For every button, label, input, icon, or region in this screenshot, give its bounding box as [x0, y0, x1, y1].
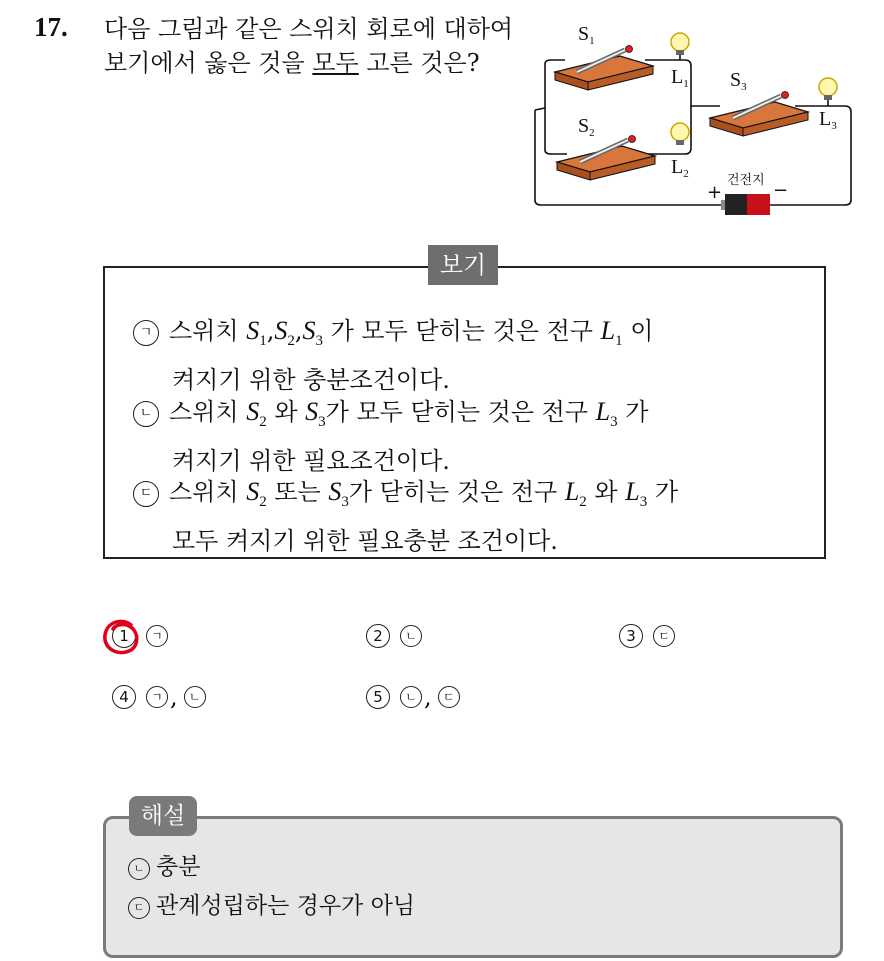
var-l2: $L_2$: [564, 477, 587, 511]
label-s1: $S_1$: [578, 23, 595, 47]
battery-minus-sign: −: [773, 180, 789, 201]
choice-5[interactable]: [366, 682, 460, 712]
var-s3: $S_3$: [328, 477, 349, 511]
bulb-l2-icon: [671, 123, 689, 145]
explanation-line-1: [128, 851, 200, 883]
question-number: 17.: [34, 12, 68, 42]
choice-number: 2: [366, 624, 390, 648]
explanation-text: 관계성립하는 경우가 아님: [156, 893, 416, 919]
var-s2: $S_2$: [246, 397, 267, 431]
marker-nieun-icon: ㄴ: [400, 686, 422, 708]
question-text: [104, 12, 514, 80]
bulb-l1-icon: [671, 33, 689, 55]
choice-number: 4: [112, 685, 136, 709]
bogi-item-c: [133, 472, 678, 561]
item-a-text: 스위치: [169, 317, 247, 345]
item-c-conj2: 와: [586, 478, 626, 506]
item-a-line2: 켜지기 위한 충분조건이다.: [172, 366, 450, 395]
marker-giyeok-icon: ㄱ: [133, 320, 159, 346]
marker-giyeok-icon: ㄱ: [146, 686, 168, 708]
item-b-conj: 와: [266, 398, 306, 426]
var-s1: $S_1$: [246, 316, 267, 350]
item-c-conj: 또는: [266, 478, 329, 506]
marker-nieun-icon: ㄴ: [184, 686, 206, 708]
label-l2: $L_2$: [671, 156, 689, 180]
var-l3: $L_3$: [625, 477, 648, 511]
marker-digeut-icon: ㄷ: [133, 481, 159, 507]
label-l3: $L_3$: [819, 108, 837, 132]
choice-number: 5: [366, 685, 390, 709]
explanation-text: 충분: [156, 854, 201, 880]
question-text-start: 다음 그림과 같은 스위치 회로에 대하여 보기에서 옳은 것을: [104, 15, 514, 77]
bulb-l3-icon: [819, 78, 837, 100]
item-c-text: 스위치: [169, 478, 247, 506]
bogi-title: 보기: [428, 245, 498, 285]
label-l1: $L_1$: [671, 66, 689, 90]
choice-number: 1: [112, 624, 136, 648]
var-l1: $L_1$: [600, 316, 623, 350]
bogi-item-a: [133, 311, 653, 400]
switch-s2: [557, 136, 655, 181]
battery-label: 건전지: [727, 173, 765, 188]
label-s3: $S_3$: [730, 69, 747, 93]
item-b-mid: 가 모두 닫히는 것은 전구: [325, 398, 596, 426]
marker-giyeok-icon: ㄱ: [146, 625, 168, 647]
question-underlined-word: 모두: [312, 49, 359, 77]
label-s2: $S_2$: [578, 115, 595, 139]
item-c-line2: 모두 켜지기 위한 필요충분 조건이다.: [172, 527, 558, 556]
question-text-end: 고른 것은?: [358, 49, 480, 77]
item-b-post: 가: [617, 398, 649, 426]
var-s2: $S_2$: [274, 316, 295, 350]
explanation-line-2: [128, 890, 415, 922]
switch-circuit-diagram: [525, 20, 865, 215]
battery-plus-sign: +: [707, 182, 723, 203]
switch-s1: [555, 46, 653, 91]
explanation-box: [103, 816, 843, 958]
choice-number: 3: [619, 624, 643, 648]
explanation-title: 해설: [129, 796, 197, 836]
marker-nieun-icon: ㄴ: [400, 625, 422, 647]
choice-3[interactable]: [619, 624, 675, 648]
var-s3: $S_3$: [302, 316, 323, 350]
marker-digeut-icon: ㄷ: [128, 897, 150, 919]
bogi-item-b: [133, 392, 648, 481]
item-b-line2: 켜지기 위한 필요조건이다.: [172, 447, 450, 476]
selected-answer-circle-icon: [101, 617, 141, 657]
comma: ,: [294, 317, 303, 345]
var-l3: $L_3$: [595, 397, 618, 431]
var-s3: $S_3$: [305, 397, 326, 431]
item-a-mid: 가 모두 닫히는 것은 전구: [322, 317, 601, 345]
item-c-mid: 가 닫히는 것은 전구: [348, 478, 565, 506]
comma: ,: [266, 317, 275, 345]
battery-icon: [721, 194, 770, 215]
item-b-text: 스위치: [169, 398, 247, 426]
var-s2: $S_2$: [246, 477, 267, 511]
choice-4[interactable]: [112, 682, 206, 712]
marker-nieun-icon: ㄴ: [128, 858, 150, 880]
marker-nieun-icon: ㄴ: [133, 401, 159, 427]
choice-2[interactable]: [366, 624, 422, 648]
item-c-post: 가: [647, 478, 679, 506]
item-a-post: 이: [622, 317, 654, 345]
separator: ,: [170, 683, 178, 711]
marker-digeut-icon: ㄷ: [653, 625, 675, 647]
separator: ,: [424, 683, 432, 711]
switch-s3: [710, 92, 808, 137]
marker-digeut-icon: ㄷ: [438, 686, 460, 708]
